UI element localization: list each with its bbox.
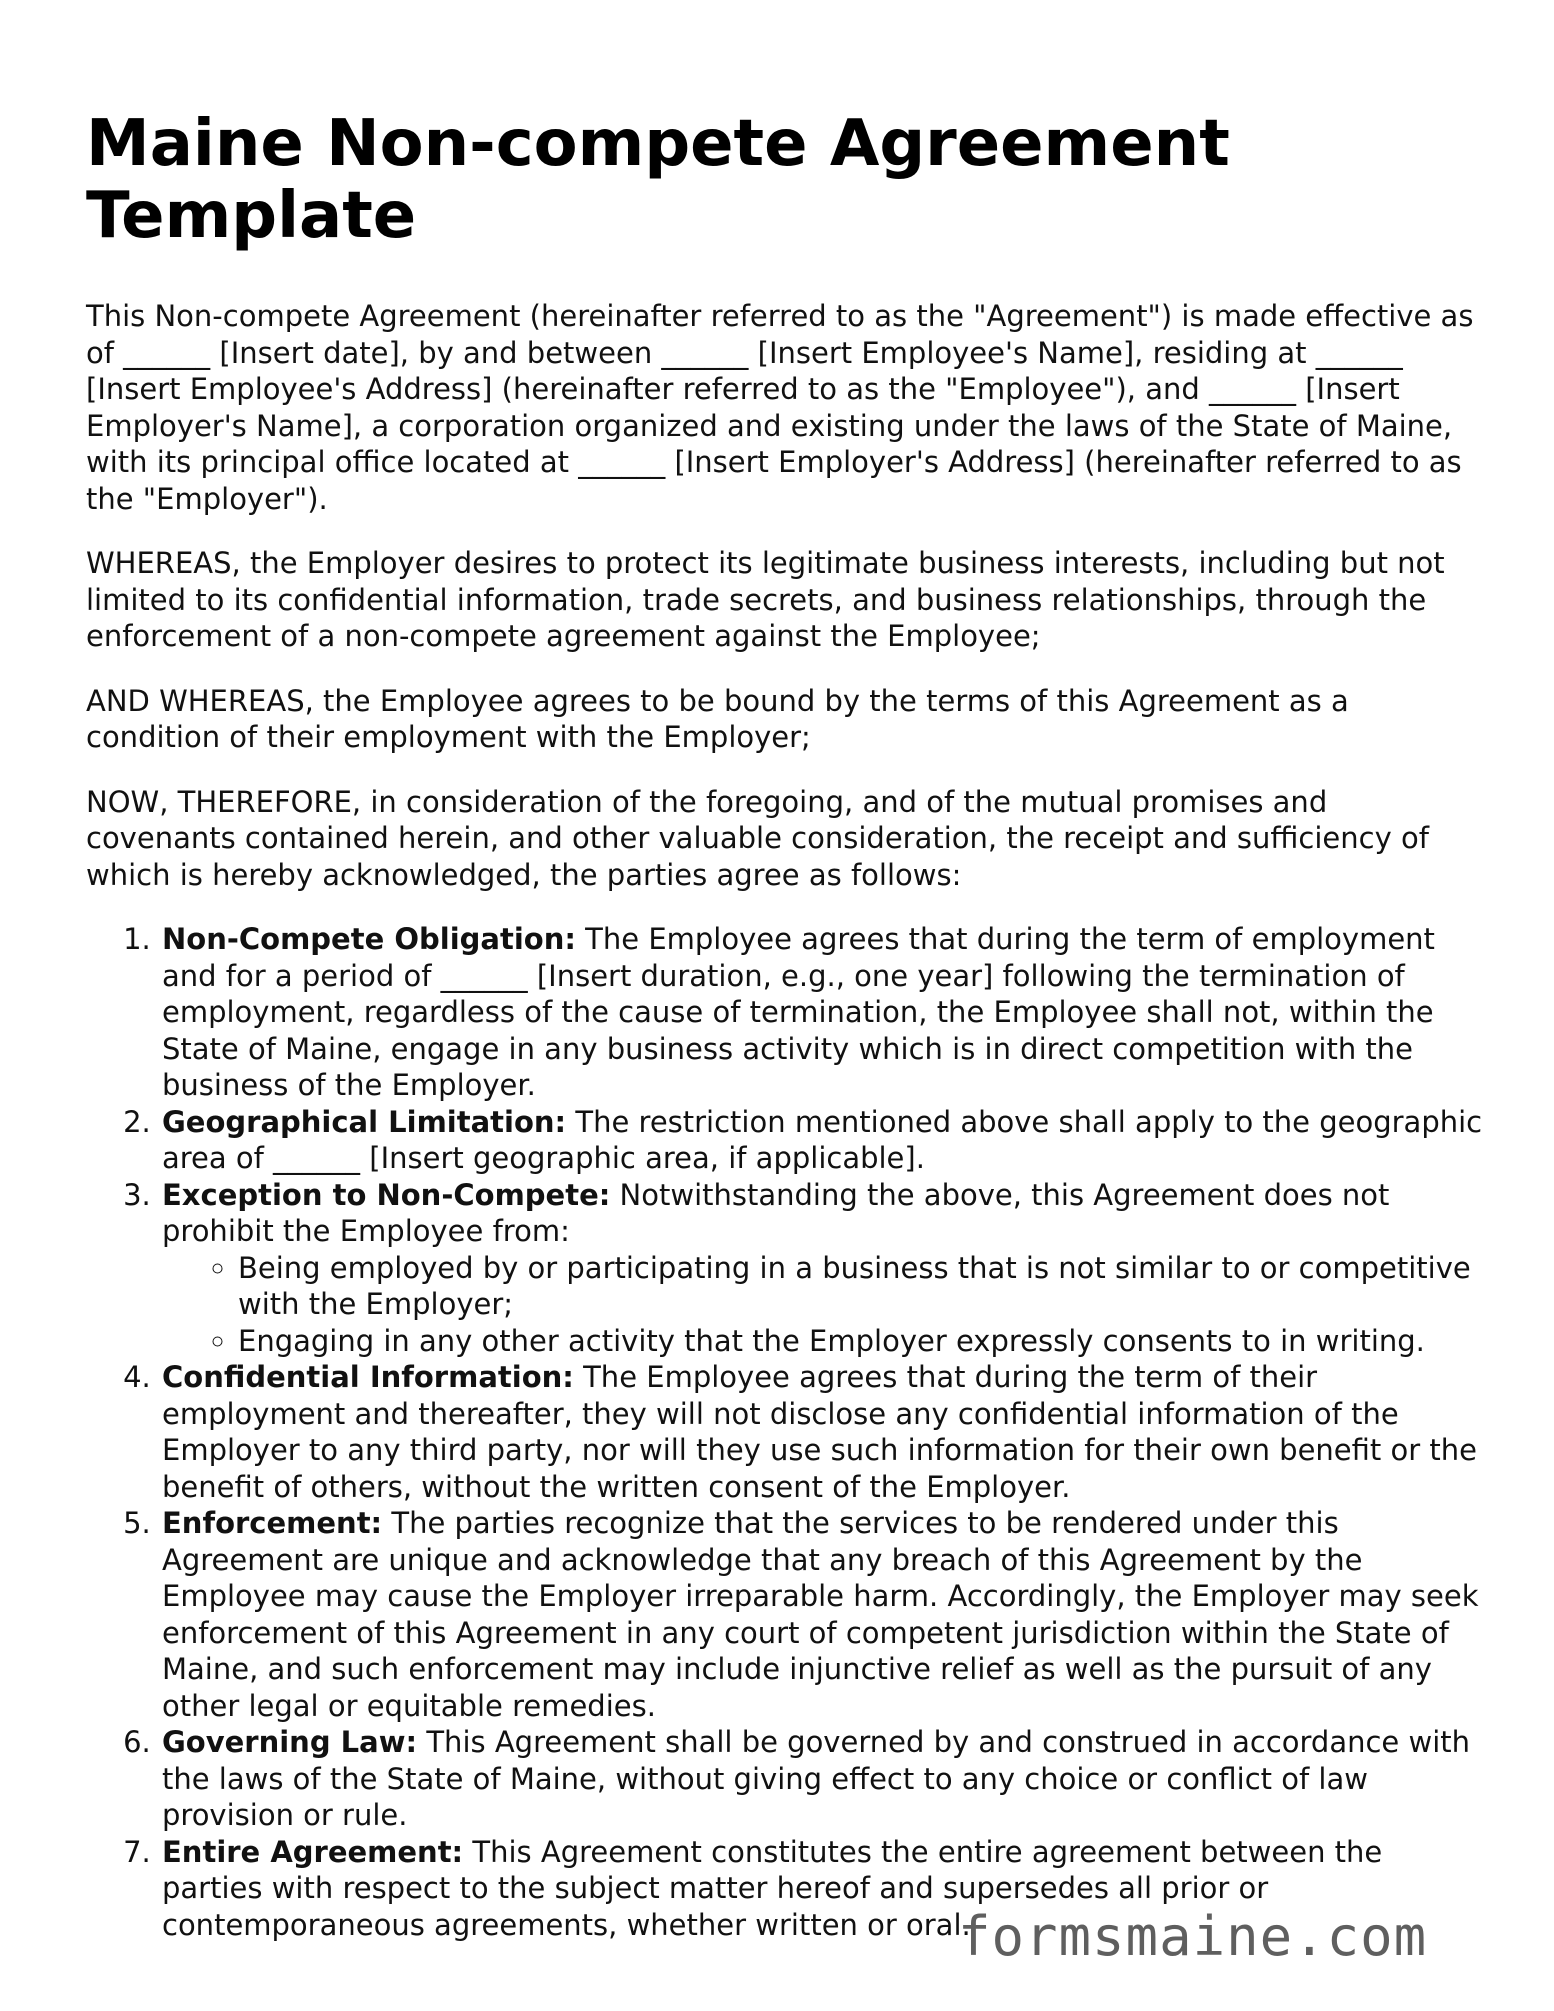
clause-governing-law: [160, 1724, 1486, 1834]
exception-item: ◦ Being employed by or participating in a business that is not similar to or competitive with the Employer;: [238, 1250, 1486, 1323]
document-page: [86, 108, 1486, 1943]
page-title: Maine Non-compete Agreement Template: [86, 107, 1230, 253]
clause-heading: Enforcement:: [162, 1506, 383, 1540]
clause-enforcement: [160, 1505, 1486, 1724]
clause-heading: Entire Agreement:: [162, 1834, 464, 1869]
clause-text: The Employee agrees that during the term of their employment and thereafter, they will not disclose any confidential information of the Employer to any third party, nor will they use such information for their own benefit or the benefit of others, without the written consent of the Employer.: [162, 1360, 1477, 1504]
clause-non-compete-obligation: [160, 921, 1486, 1104]
clause-text: Notwithstanding the above, this Agreement does not prohibit the Employee from:: [162, 1177, 1390, 1248]
clause-text: The restriction mentioned above shall apply to the geographic area of ______ [Insert geographic area, if applicable].: [162, 1104, 1483, 1175]
clauses-list: [86, 921, 1486, 1943]
clause-text: The Employee agrees that during the term of employment and for a period of ______ [Insert duration, e.g., one year] following the termination of employment, regardless of the cause of termination, the Employee shall not, within the State of Maine, engage in any business activity which is in direct competition with the business of the Employer.: [162, 922, 1435, 1102]
and-whereas-paragraph: AND WHEREAS, the Employee agrees to be bound by the terms of this Agreement as a condition of their employment with the Employer;: [86, 683, 1349, 754]
clause-text: This Agreement shall be governed by and construed in accordance with the laws of the State of Maine, without giving effect to any choice or conflict of law provision or rule.: [162, 1725, 1471, 1832]
clause-confidential-information: [160, 1359, 1486, 1505]
intro-paragraph: This Non-compete Agreement (hereinafter referred to as the "Agreement") is made effective as of ______ [Insert date], by and between ______ [Insert Employee's Name], residing at ______ [Insert Employee's Address] (hereinafter referred to as the "Employee"), and ______ [Insert Employer's Name], a corporation organized and existing under the laws of the State of Maine, with its principal office located at ______ [Insert Employer's Address] (hereinafter referred to as the "Employer").: [86, 299, 1474, 516]
watermark: formsmaine.com: [958, 1905, 1428, 1968]
clause-heading: Exception to Non-Compete:: [162, 1177, 611, 1212]
clause-text: The parties recognize that the services to be rendered under this Agreement are unique and acknowledge that any breach of this Agreement by the Employee may cause the Employer irreparable harm. Accordingly, the Employer may seek enforcement of this Agreement in any court of competent jurisdiction within the State of Maine, and such enforcement may include injunctive relief as well as the pursuit of any other legal or equitable remedies.: [162, 1506, 1479, 1723]
exceptions-sublist: [162, 1250, 1486, 1360]
clause-exception-to-non-compete: [160, 1177, 1486, 1360]
clause-heading: Geographical Limitation:: [162, 1104, 567, 1139]
whereas-paragraph: WHEREAS, the Employer desires to protect its legitimate business interests, including but not limited to its confidential information, trade secrets, and business relationships, through the enforcement of a non-compete agreement against the Employee;: [86, 546, 1445, 653]
now-therefore-paragraph: NOW, THEREFORE, in consideration of the foregoing, and of the mutual promises and covenants contained herein, and other valuable consideration, the receipt and sufficiency of which is hereby acknowledged, the parties agree as follows:: [86, 784, 1429, 892]
exception-item: ◦ Engaging in any other activity that the Employer expressly consents to in writing.: [238, 1323, 1486, 1360]
clause-heading: Confidential Information:: [162, 1360, 574, 1394]
clause-heading: Non-Compete Obligation:: [162, 922, 576, 956]
clause-text: This Agreement constitutes the entire agreement between the parties with respect to the subject matter hereof and supersedes all prior or contemporaneous agreements, whether written or oral.: [162, 1834, 1383, 1942]
clause-heading: Governing Law:: [162, 1725, 418, 1759]
clause-geographical-limitation: [160, 1104, 1486, 1177]
